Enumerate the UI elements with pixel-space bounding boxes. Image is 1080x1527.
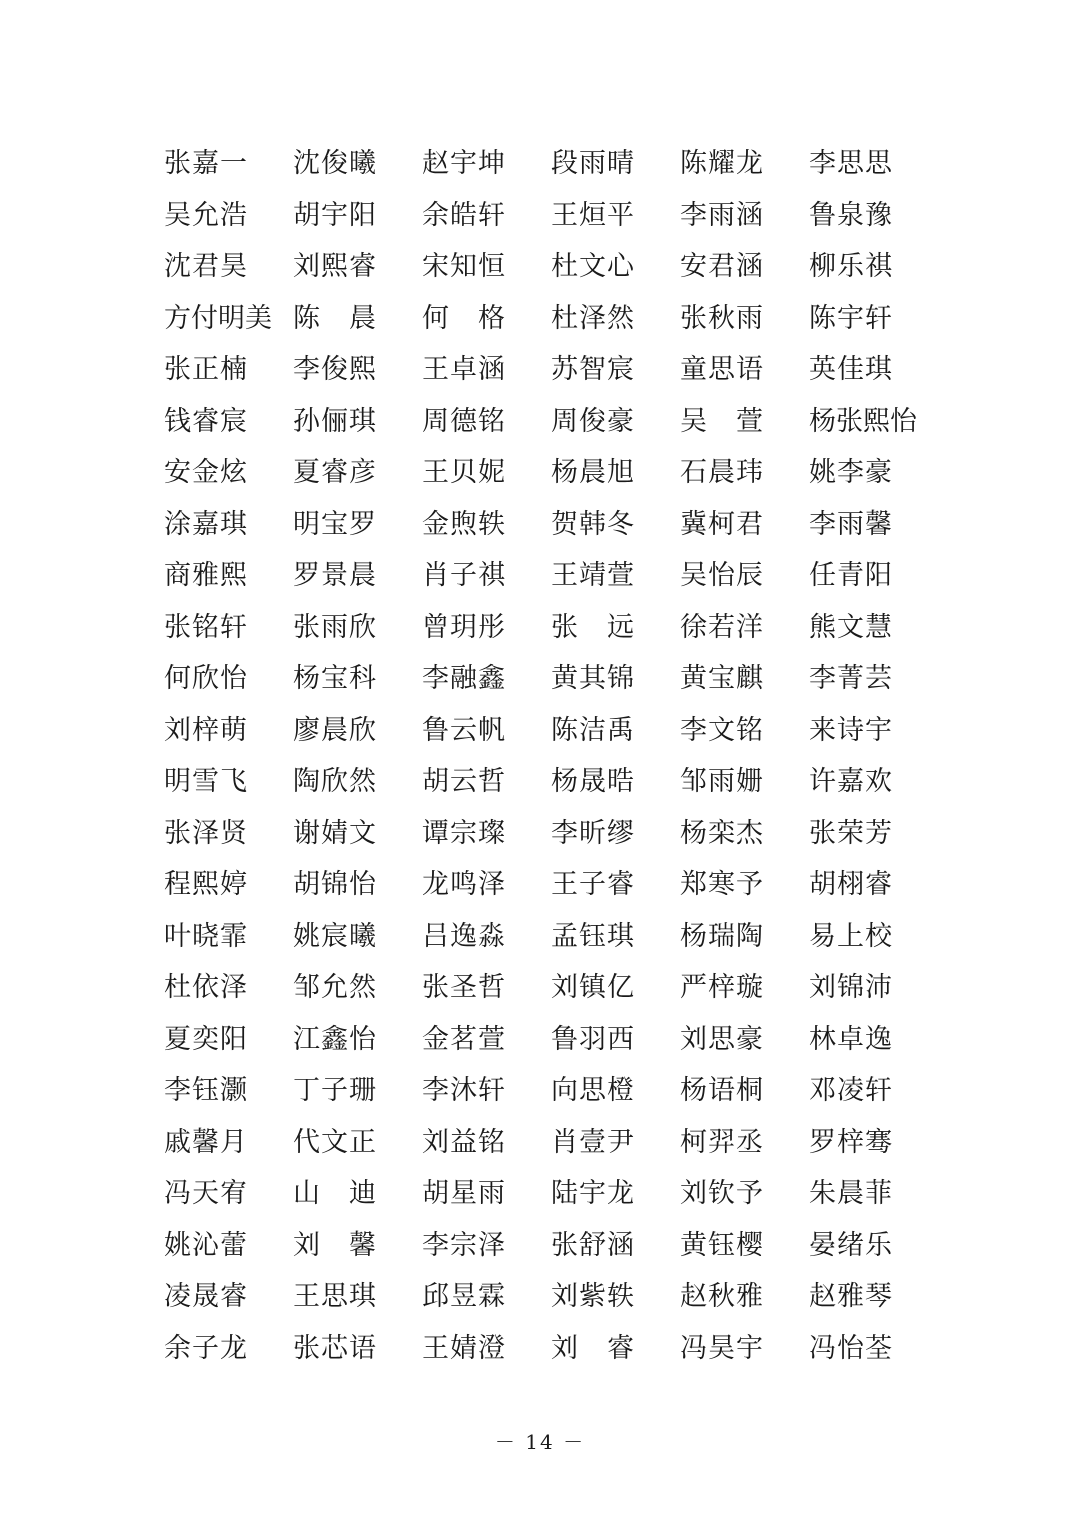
name-cell: 张荣芳 bbox=[809, 817, 893, 849]
name-cell: 安金炫 bbox=[164, 457, 248, 489]
name-cell: 张舒涵 bbox=[551, 1229, 635, 1261]
name-row bbox=[164, 1168, 944, 1220]
name-cell: 涂嘉琪 bbox=[164, 508, 248, 540]
name-cell: 李俊熙 bbox=[293, 354, 377, 386]
name-cell: 姚李豪 bbox=[809, 457, 893, 489]
name-cell: 罗梓骞 bbox=[809, 1126, 893, 1158]
name-cell: 安君涵 bbox=[680, 251, 764, 283]
name-cell: 姚沁蕾 bbox=[164, 1229, 248, 1261]
name-row bbox=[164, 138, 944, 190]
name-cell: 杨栾杰 bbox=[680, 817, 764, 849]
name-row bbox=[164, 293, 944, 345]
name-cell: 李沐轩 bbox=[422, 1075, 506, 1107]
name-cell: 贺韩冬 bbox=[551, 508, 635, 540]
name-cell: 段雨晴 bbox=[551, 148, 635, 180]
name-cell: 苏智宸 bbox=[551, 354, 635, 386]
name-cell: 冯昊宇 bbox=[680, 1332, 764, 1364]
name-row bbox=[164, 1323, 944, 1375]
name-cell: 何欣怡 bbox=[164, 663, 248, 695]
name-cell: 钱睿宸 bbox=[164, 405, 248, 437]
name-cell: 代文正 bbox=[293, 1126, 377, 1158]
name-cell: 赵雅琴 bbox=[809, 1281, 893, 1313]
name-row bbox=[164, 653, 944, 705]
name-cell: 王婧澄 bbox=[422, 1332, 506, 1364]
name-cell: 晏绪乐 bbox=[809, 1229, 893, 1261]
name-cell: 夏奕阳 bbox=[164, 1023, 248, 1055]
name-cell: 肖子祺 bbox=[422, 560, 506, 592]
name-cell: 鲁泉豫 bbox=[809, 199, 893, 231]
name-cell: 吴 萱 bbox=[680, 405, 764, 437]
name-cell: 柳乐祺 bbox=[809, 251, 893, 283]
name-cell: 程熙婷 bbox=[164, 869, 248, 901]
name-cell: 孙俪琪 bbox=[293, 405, 377, 437]
name-cell: 林卓逸 bbox=[809, 1023, 893, 1055]
name-cell: 余子龙 bbox=[164, 1332, 248, 1364]
name-row bbox=[164, 962, 944, 1014]
name-cell: 张雨欣 bbox=[293, 611, 377, 643]
name-cell: 王靖萱 bbox=[551, 560, 635, 592]
name-cell: 冯天宥 bbox=[164, 1178, 248, 1210]
name-cell: 方付明美 bbox=[164, 302, 272, 334]
name-list bbox=[164, 138, 944, 1374]
name-row bbox=[164, 396, 944, 448]
name-cell: 张圣哲 bbox=[422, 972, 506, 1004]
name-cell: 王贝妮 bbox=[422, 457, 506, 489]
name-cell: 鲁羽西 bbox=[551, 1023, 635, 1055]
name-cell: 杜依泽 bbox=[164, 972, 248, 1004]
name-row bbox=[164, 859, 944, 911]
name-row bbox=[164, 1220, 944, 1272]
name-cell: 刘钦予 bbox=[680, 1178, 764, 1210]
name-row bbox=[164, 1271, 944, 1323]
name-cell: 廖晨欣 bbox=[293, 714, 377, 746]
name-cell: 明雪飞 bbox=[164, 766, 248, 798]
name-cell: 龙鸣泽 bbox=[422, 869, 506, 901]
name-cell: 陈耀龙 bbox=[680, 148, 764, 180]
name-cell: 杨瑞陶 bbox=[680, 920, 764, 952]
name-row bbox=[164, 1014, 944, 1066]
name-cell: 吕逸淼 bbox=[422, 920, 506, 952]
name-cell: 刘梓萌 bbox=[164, 714, 248, 746]
name-cell: 陈 晨 bbox=[293, 302, 377, 334]
name-cell: 邹雨姗 bbox=[680, 766, 764, 798]
name-cell: 江鑫怡 bbox=[293, 1023, 377, 1055]
name-cell: 熊文慧 bbox=[809, 611, 893, 643]
name-cell: 吴允浩 bbox=[164, 199, 248, 231]
name-cell: 杨晨旭 bbox=[551, 457, 635, 489]
name-cell: 商雅熙 bbox=[164, 560, 248, 592]
name-cell: 叶晓霏 bbox=[164, 920, 248, 952]
name-cell: 凌晟睿 bbox=[164, 1281, 248, 1313]
name-cell: 石晨玮 bbox=[680, 457, 764, 489]
name-row bbox=[164, 602, 944, 654]
name-row bbox=[164, 705, 944, 757]
name-cell: 李昕缪 bbox=[551, 817, 635, 849]
name-cell: 刘益铭 bbox=[422, 1126, 506, 1158]
name-row bbox=[164, 550, 944, 602]
name-cell: 王烜平 bbox=[551, 199, 635, 231]
name-cell: 张芯语 bbox=[293, 1332, 377, 1364]
name-cell: 黄钰樱 bbox=[680, 1229, 764, 1261]
name-cell: 夏睿彦 bbox=[293, 457, 377, 489]
name-cell: 冀柯君 bbox=[680, 508, 764, 540]
name-cell: 陆宇龙 bbox=[551, 1178, 635, 1210]
name-cell: 余皓轩 bbox=[422, 199, 506, 231]
name-cell: 杨宝科 bbox=[293, 663, 377, 695]
name-cell: 杜泽然 bbox=[551, 302, 635, 334]
name-cell: 金煦轶 bbox=[422, 508, 506, 540]
name-cell: 胡锦怡 bbox=[293, 869, 377, 901]
name-cell: 李雨涵 bbox=[680, 199, 764, 231]
name-cell: 山 迪 bbox=[293, 1178, 377, 1210]
name-cell: 鲁云帆 bbox=[422, 714, 506, 746]
name-cell: 邓凌轩 bbox=[809, 1075, 893, 1107]
name-cell: 易上校 bbox=[809, 920, 893, 952]
name-cell: 徐若洋 bbox=[680, 611, 764, 643]
name-cell: 郑寒予 bbox=[680, 869, 764, 901]
name-cell: 李文铭 bbox=[680, 714, 764, 746]
name-cell: 柯羿丞 bbox=[680, 1126, 764, 1158]
name-cell: 张秋雨 bbox=[680, 302, 764, 334]
name-cell: 张泽贤 bbox=[164, 817, 248, 849]
name-cell: 刘锦沛 bbox=[809, 972, 893, 1004]
name-cell: 吴怡辰 bbox=[680, 560, 764, 592]
name-cell: 黄宝麒 bbox=[680, 663, 764, 695]
name-cell: 张 远 bbox=[551, 611, 635, 643]
name-cell: 英佳琪 bbox=[809, 354, 893, 386]
name-row bbox=[164, 190, 944, 242]
name-cell: 刘紫轶 bbox=[551, 1281, 635, 1313]
name-cell: 罗景晨 bbox=[293, 560, 377, 592]
name-cell: 丁子珊 bbox=[293, 1075, 377, 1107]
name-cell: 姚宸曦 bbox=[293, 920, 377, 952]
name-cell: 肖壹尹 bbox=[551, 1126, 635, 1158]
name-cell: 谭宗璨 bbox=[422, 817, 506, 849]
name-cell: 杨晟晧 bbox=[551, 766, 635, 798]
name-cell: 王思琪 bbox=[293, 1281, 377, 1313]
name-cell: 王子睿 bbox=[551, 869, 635, 901]
name-cell: 周俊豪 bbox=[551, 405, 635, 437]
name-cell: 赵秋雅 bbox=[680, 1281, 764, 1313]
name-row bbox=[164, 756, 944, 808]
name-cell: 张嘉一 bbox=[164, 148, 248, 180]
name-cell: 陶欣然 bbox=[293, 766, 377, 798]
name-cell: 邹允然 bbox=[293, 972, 377, 1004]
name-cell: 沈俊曦 bbox=[293, 148, 377, 180]
name-cell: 来诗宇 bbox=[809, 714, 893, 746]
name-row bbox=[164, 1065, 944, 1117]
name-cell: 赵宇坤 bbox=[422, 148, 506, 180]
name-cell: 金茗萱 bbox=[422, 1023, 506, 1055]
name-cell: 胡云哲 bbox=[422, 766, 506, 798]
name-cell: 孟钰琪 bbox=[551, 920, 635, 952]
name-row bbox=[164, 499, 944, 551]
name-cell: 张正楠 bbox=[164, 354, 248, 386]
name-row bbox=[164, 1117, 944, 1169]
name-cell: 李思思 bbox=[809, 148, 893, 180]
name-cell: 宋知恒 bbox=[422, 251, 506, 283]
name-row bbox=[164, 241, 944, 293]
name-cell: 杜文心 bbox=[551, 251, 635, 283]
name-cell: 李菁芸 bbox=[809, 663, 893, 695]
name-cell: 胡栩睿 bbox=[809, 869, 893, 901]
name-cell: 李宗泽 bbox=[422, 1229, 506, 1261]
name-cell: 沈君昊 bbox=[164, 251, 248, 283]
name-cell: 杨语桐 bbox=[680, 1075, 764, 1107]
name-cell: 刘思豪 bbox=[680, 1023, 764, 1055]
name-cell: 何 格 bbox=[422, 302, 506, 334]
name-cell: 朱晨菲 bbox=[809, 1178, 893, 1210]
name-row bbox=[164, 344, 944, 396]
name-row bbox=[164, 447, 944, 499]
name-cell: 戚馨月 bbox=[164, 1126, 248, 1158]
name-cell: 周德铭 bbox=[422, 405, 506, 437]
name-cell: 明宝罗 bbox=[293, 508, 377, 540]
name-cell: 李融鑫 bbox=[422, 663, 506, 695]
name-cell: 刘熙睿 bbox=[293, 251, 377, 283]
name-cell: 张铭轩 bbox=[164, 611, 248, 643]
name-cell: 刘镇亿 bbox=[551, 972, 635, 1004]
name-cell: 刘 睿 bbox=[551, 1332, 635, 1364]
name-cell: 刘 馨 bbox=[293, 1229, 377, 1261]
name-cell: 李雨馨 bbox=[809, 508, 893, 540]
name-cell: 陈宇轩 bbox=[809, 302, 893, 334]
name-cell: 曾玥彤 bbox=[422, 611, 506, 643]
name-row bbox=[164, 808, 944, 860]
name-cell: 黄其锦 bbox=[551, 663, 635, 695]
name-cell: 胡宇阳 bbox=[293, 199, 377, 231]
page-number: － 14 － bbox=[494, 1430, 586, 1454]
name-row bbox=[164, 911, 944, 963]
name-cell: 陈洁禹 bbox=[551, 714, 635, 746]
name-cell: 邱昱霖 bbox=[422, 1281, 506, 1313]
name-cell: 任青阳 bbox=[809, 560, 893, 592]
name-cell: 童思语 bbox=[680, 354, 764, 386]
name-cell: 严梓璇 bbox=[680, 972, 764, 1004]
name-cell: 王卓涵 bbox=[422, 354, 506, 386]
name-cell: 向思橙 bbox=[551, 1075, 635, 1107]
name-cell: 冯怡荃 bbox=[809, 1332, 893, 1364]
name-cell: 谢婧文 bbox=[293, 817, 377, 849]
name-cell: 许嘉欢 bbox=[809, 766, 893, 798]
name-cell: 胡星雨 bbox=[422, 1178, 506, 1210]
name-cell: 杨张熙怡 bbox=[809, 405, 917, 437]
name-cell: 李钰灏 bbox=[164, 1075, 248, 1107]
